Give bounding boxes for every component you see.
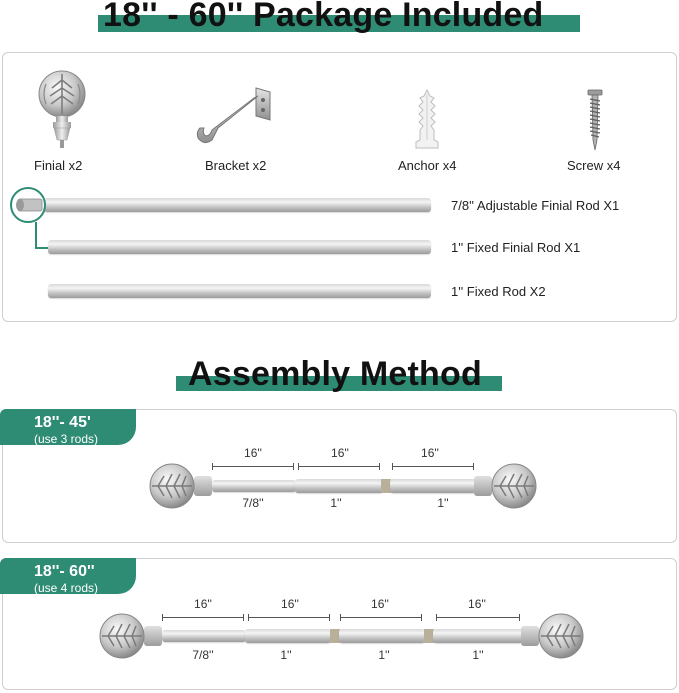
- config-1-left-finial-icon: [148, 462, 196, 510]
- config-2-dimline-4: [436, 617, 520, 618]
- finial-ball-icon: [34, 68, 90, 150]
- config-4-rods-tab: [0, 558, 136, 594]
- screw-icon: [586, 88, 604, 152]
- config-1-length-3: 16'': [421, 446, 439, 460]
- config-2-left-collar: [144, 626, 162, 646]
- config-2-segment-1: [162, 630, 246, 642]
- config-3-rods-tab: [0, 409, 136, 445]
- config-1-size-3: 1'': [437, 496, 449, 510]
- anchor-label: Anchor x4: [398, 158, 457, 173]
- config-2-size-4: 1'': [472, 648, 484, 662]
- adjustable-finial-rod-label: 7/8'' Adjustable Finial Rod X1: [451, 198, 620, 213]
- config-1-dimline-1: [212, 466, 294, 467]
- assembly-heading: Assembly Method: [188, 355, 482, 393]
- rod-end-detail-icon: [4, 184, 54, 256]
- config-1-left-collar: [194, 476, 212, 496]
- config-1-size-2: 1'': [330, 496, 342, 510]
- config-2-segment-4: [433, 629, 523, 643]
- config-1-length-2: 16'': [331, 446, 349, 460]
- config-2-right-finial-icon: [537, 612, 585, 660]
- config-4-rods-note: (use 4 rods): [34, 581, 99, 595]
- config-3-rods-range: 18''- 45': [34, 414, 91, 431]
- config-1-segment-2: [295, 479, 383, 493]
- config-2-dimline-2: [248, 617, 330, 618]
- config-2-size-3: 1'': [378, 648, 390, 662]
- config-1-segment-1: [212, 480, 296, 492]
- package-heading: 18'' - 60'' Package Included: [103, 0, 544, 34]
- wall-anchor-icon: [412, 88, 442, 150]
- adjustable-finial-rod: [44, 198, 431, 212]
- fixed-rod: [48, 284, 431, 298]
- fixed-rod-label: 1'' Fixed Rod X2: [451, 284, 546, 299]
- config-2-left-finial-icon: [98, 612, 146, 660]
- config-1-segment-3: [390, 479, 476, 493]
- config-1-right-finial-icon: [490, 462, 538, 510]
- bracket-icon: [190, 84, 276, 148]
- config-2-dimline-1: [162, 617, 244, 618]
- config-2-dimline-3: [340, 617, 422, 618]
- bracket-label: Bracket x2: [205, 158, 267, 173]
- config-3-rods-note: (use 3 rods): [34, 432, 99, 446]
- fixed-finial-rod-label: 1'' Fixed Finial Rod X1: [451, 240, 581, 255]
- config-2-segment-2: [245, 629, 331, 643]
- config-1-dimline-3: [392, 466, 474, 467]
- package-panel: [2, 52, 677, 322]
- config-2-size-1: 7/8'': [192, 648, 214, 662]
- config-2-length-4: 16'': [468, 597, 486, 611]
- fixed-finial-rod: [48, 240, 431, 254]
- screw-label: Screw x4: [567, 158, 621, 173]
- config-2-length-2: 16'': [281, 597, 299, 611]
- config-1-length-1: 16'': [244, 446, 262, 460]
- config-2-length-3: 16'': [371, 597, 389, 611]
- config-4-rods-range: 18''- 60'': [34, 563, 95, 580]
- config-2-length-1: 16'': [194, 597, 212, 611]
- config-2-size-2: 1'': [280, 648, 292, 662]
- config-1-size-1: 7/8'': [242, 496, 264, 510]
- finial-label: Finial x2: [34, 158, 83, 173]
- config-2-segment-3: [339, 629, 425, 643]
- config-1-dimline-2: [298, 466, 380, 467]
